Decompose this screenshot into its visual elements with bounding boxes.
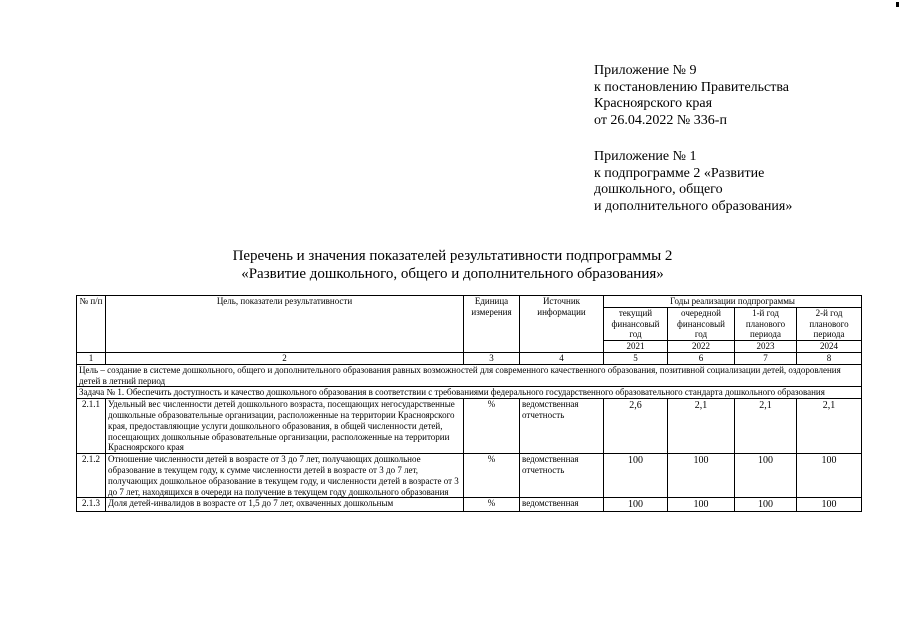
value-2024: 2,1 (797, 399, 862, 454)
appendix-9-block (594, 63, 789, 129)
value-2021: 100 (604, 454, 668, 498)
indicator-source: ведомственная (520, 498, 604, 512)
value-2023: 2,1 (735, 399, 797, 454)
appendix-1-line: и дополнительного образования» (594, 198, 793, 214)
indicator-source: ведомственная отчетность (520, 399, 604, 454)
scan-mark (896, 2, 899, 7)
header-unit: Единица измерения (464, 296, 520, 353)
column-number: 4 (520, 352, 604, 364)
title-line-2: «Развитие дошкольного, общего и дополнительного образования» (241, 266, 664, 282)
column-number: 7 (735, 352, 797, 364)
value-2022: 100 (668, 498, 735, 512)
header-current-year: текущий финансовый год (604, 307, 668, 340)
column-number: 8 (797, 352, 862, 364)
value-2022: 100 (668, 454, 735, 498)
task-row (77, 387, 862, 399)
indicator-unit: % (464, 498, 520, 512)
header-row (77, 296, 862, 308)
header-plan-year-2: 2-й год планового периода (797, 307, 862, 340)
row-number: 2.1.3 (77, 498, 106, 512)
header-year: 2021 (604, 341, 668, 353)
row-number: 2.1.2 (77, 454, 106, 498)
appendix-9-line: к постановлению Правительства (594, 79, 790, 95)
indicator-source: ведомственная отчетность (520, 454, 604, 498)
indicator-unit: % (464, 454, 520, 498)
value-2022: 2,1 (668, 399, 735, 454)
task-text: Задача № 1. Обеспечить доступность и качество дошкольного образования в соответствии с требованиями федерального государственного образовательного стандарта дошкольного образования (77, 387, 862, 399)
table-row (77, 454, 862, 498)
appendix-1-line: Приложение № 1 (594, 149, 697, 164)
column-number-row (77, 352, 862, 364)
goal-row (77, 364, 862, 387)
title-line-1: Перечень и значения показателей результативности подпрограммы 2 (232, 248, 673, 264)
row-number: 2.1.1 (77, 399, 106, 454)
table-row (77, 399, 862, 454)
indicator-text: Доля детей-инвалидов в возрасте от 1,5 до 7 лет, охваченных дошкольным (106, 498, 464, 512)
goal-text: Цель – создание в системе дошкольного, общего и дополнительного образования равных возможностей для современного качественного образования, позитивной социализации детей, оздоровления детей в летний период (77, 364, 862, 387)
column-number: 2 (106, 352, 464, 364)
indicator-text: Отношение численности детей в возрасте от 3 до 7 лет, получающих дошкольное образование в текущем году, к сумме численности детей в возрасте от 3 до 7 лет, получающих дошкольное образование в текущем году, и численности детей в возрасте от 3 до 7 лет, находящихся в очереди на получение в текущем году дошкольного образования (106, 454, 464, 498)
value-2023: 100 (735, 454, 797, 498)
appendix-1-line: дошкольного, общего (594, 182, 723, 197)
header-source: Источник информации (520, 296, 604, 353)
column-number: 1 (77, 352, 106, 364)
header-year: 2023 (735, 341, 797, 353)
appendix-1-line: к подпрограмме 2 «Развитие (594, 165, 765, 181)
appendix-9-line: Красноярского края (594, 96, 713, 111)
value-2024: 100 (797, 498, 862, 512)
value-2021: 100 (604, 498, 668, 512)
header-num: № п/п (77, 296, 106, 353)
header-year: 2022 (668, 341, 735, 353)
header-next-year: очередной финансовый год (668, 307, 735, 340)
document-title (0, 247, 905, 283)
header-years: Годы реализации подпрограммы (604, 296, 862, 308)
appendix-1-block (594, 149, 792, 215)
column-number: 6 (668, 352, 735, 364)
column-number: 5 (604, 352, 668, 364)
header-goal: Цель, показатели результативности (106, 296, 464, 353)
appendix-9-line: от 26.04.2022 № 336-п (594, 112, 727, 128)
indicators-table (76, 295, 862, 512)
value-2024: 100 (797, 454, 862, 498)
column-number: 3 (464, 352, 520, 364)
header-year: 2024 (797, 341, 862, 353)
table-row (77, 498, 862, 512)
appendix-9-line: Приложение № 9 (594, 63, 697, 78)
header-plan-year-1: 1-й год планового периода (735, 307, 797, 340)
value-2023: 100 (735, 498, 797, 512)
indicator-text: Удельный вес численности детей дошкольного возраста, посещающих негосударственные дошкольные образовательные организации, расположенные на территории Красноярского края, предоставляющие услуги дошкольного образования, в общей численности детей, посещающих дошкольные образовательные организации, расположенные на территории Красноярского края (106, 399, 464, 454)
indicator-unit: % (464, 399, 520, 454)
value-2021: 2,6 (604, 399, 668, 454)
